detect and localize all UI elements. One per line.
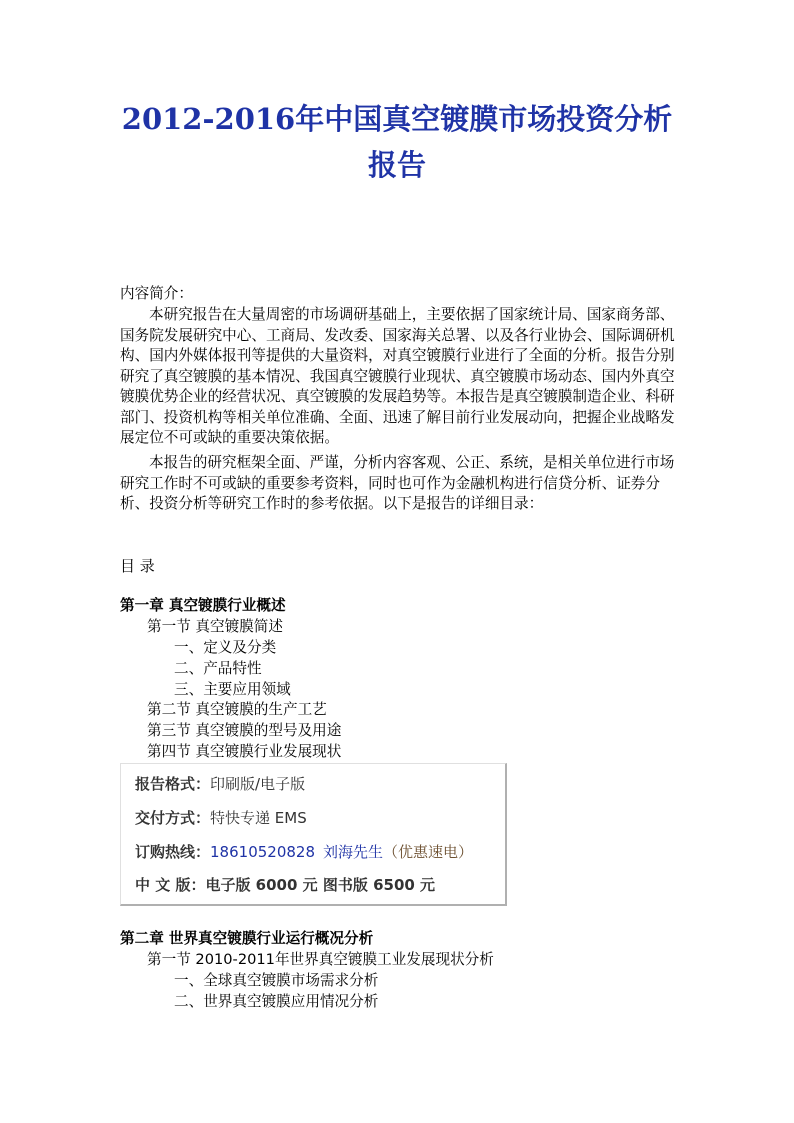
toc-item: 一、全球真空镀膜市场需求分析 [174,972,379,989]
format-label: 报告格式： [135,775,211,793]
toc-section: 第四节 真空镀膜行业发展现状 [147,743,342,760]
report-title: 2012-2016年中国真空镀膜市场投资分析报告 [121,102,673,182]
format-row [135,773,305,795]
price-label: 中 文 版： [135,876,206,894]
intro-label: 内容简介： [120,285,193,302]
toc-item: 二、产品特性 [174,660,262,677]
price-value: 电子版 6000 元 图书版 6500 元 [205,876,436,894]
toc-item: 三、主要应用领域 [174,681,291,698]
hotline-contact: 刘海先生 [323,843,384,861]
intro-paragraph-2: 本报告的研究框架全面、严谨，分析内容客观、公正、系统，是相关单位进行市场研究工作时不可或缺的重要参考资料，同时也可作为金融机构进行信贷分析、证券分析、投资分析等研究工作时的参考依据。以下是报告的详细目录： [120,454,675,512]
toc-section: 第三节 真空镀膜的型号及用途 [147,722,342,739]
hotline-row [135,841,473,863]
toc-item: 一、定义及分类 [174,639,277,656]
delivery-label: 交付方式： [135,809,211,827]
toc-section: 第二节 真空镀膜的生产工艺 [147,701,327,718]
toc-chapter-1: 第一章 真空镀膜行业概述 [120,597,286,614]
hotline-phone[interactable]: 18610520828 [210,843,315,861]
delivery-value: 特快专递 EMS [210,809,307,827]
order-info-box [120,763,507,906]
hotline-note: （优惠速电） [383,843,474,861]
toc-item: 二、世界真空镀膜应用情况分析 [174,993,379,1010]
delivery-row [135,807,307,829]
hotline-label: 订购热线： [135,843,211,861]
format-value: 印刷版/电子版 [210,775,306,793]
toc-section: 第一节 2010-2011年世界真空镀膜工业发展现状分析 [147,951,494,968]
intro-paragraph-1: 本研究报告在大量周密的市场调研基础上，主要依据了国家统计局、国家商务部、国务院发展研究中心、工商局、发改委、国家海关总署、以及各行业协会、国际调研机构、国内外媒体报刊等提供的大量资料，对真空镀膜行业进行了全面的分析。报告分别研究了真空镀膜的基本情况、我国真空镀膜行业现状、真空镀膜市场动态、国内外真空镀膜优势企业的经营状况、真空镀膜的发展趋势等。本报告是真空镀膜制造企业、科研部门、投资机构等相关单位准确、全面、迅速了解目前行业发展动向，把握企业战略发展定位不可或缺的重要决策依据。 [120,306,675,446]
toc-section: 第一节 真空镀膜简述 [147,618,283,635]
toc-chapter-2: 第二章 世界真空镀膜行业运行概况分析 [120,930,374,947]
toc-heading: 目 录 [120,557,155,575]
price-row [135,874,435,896]
